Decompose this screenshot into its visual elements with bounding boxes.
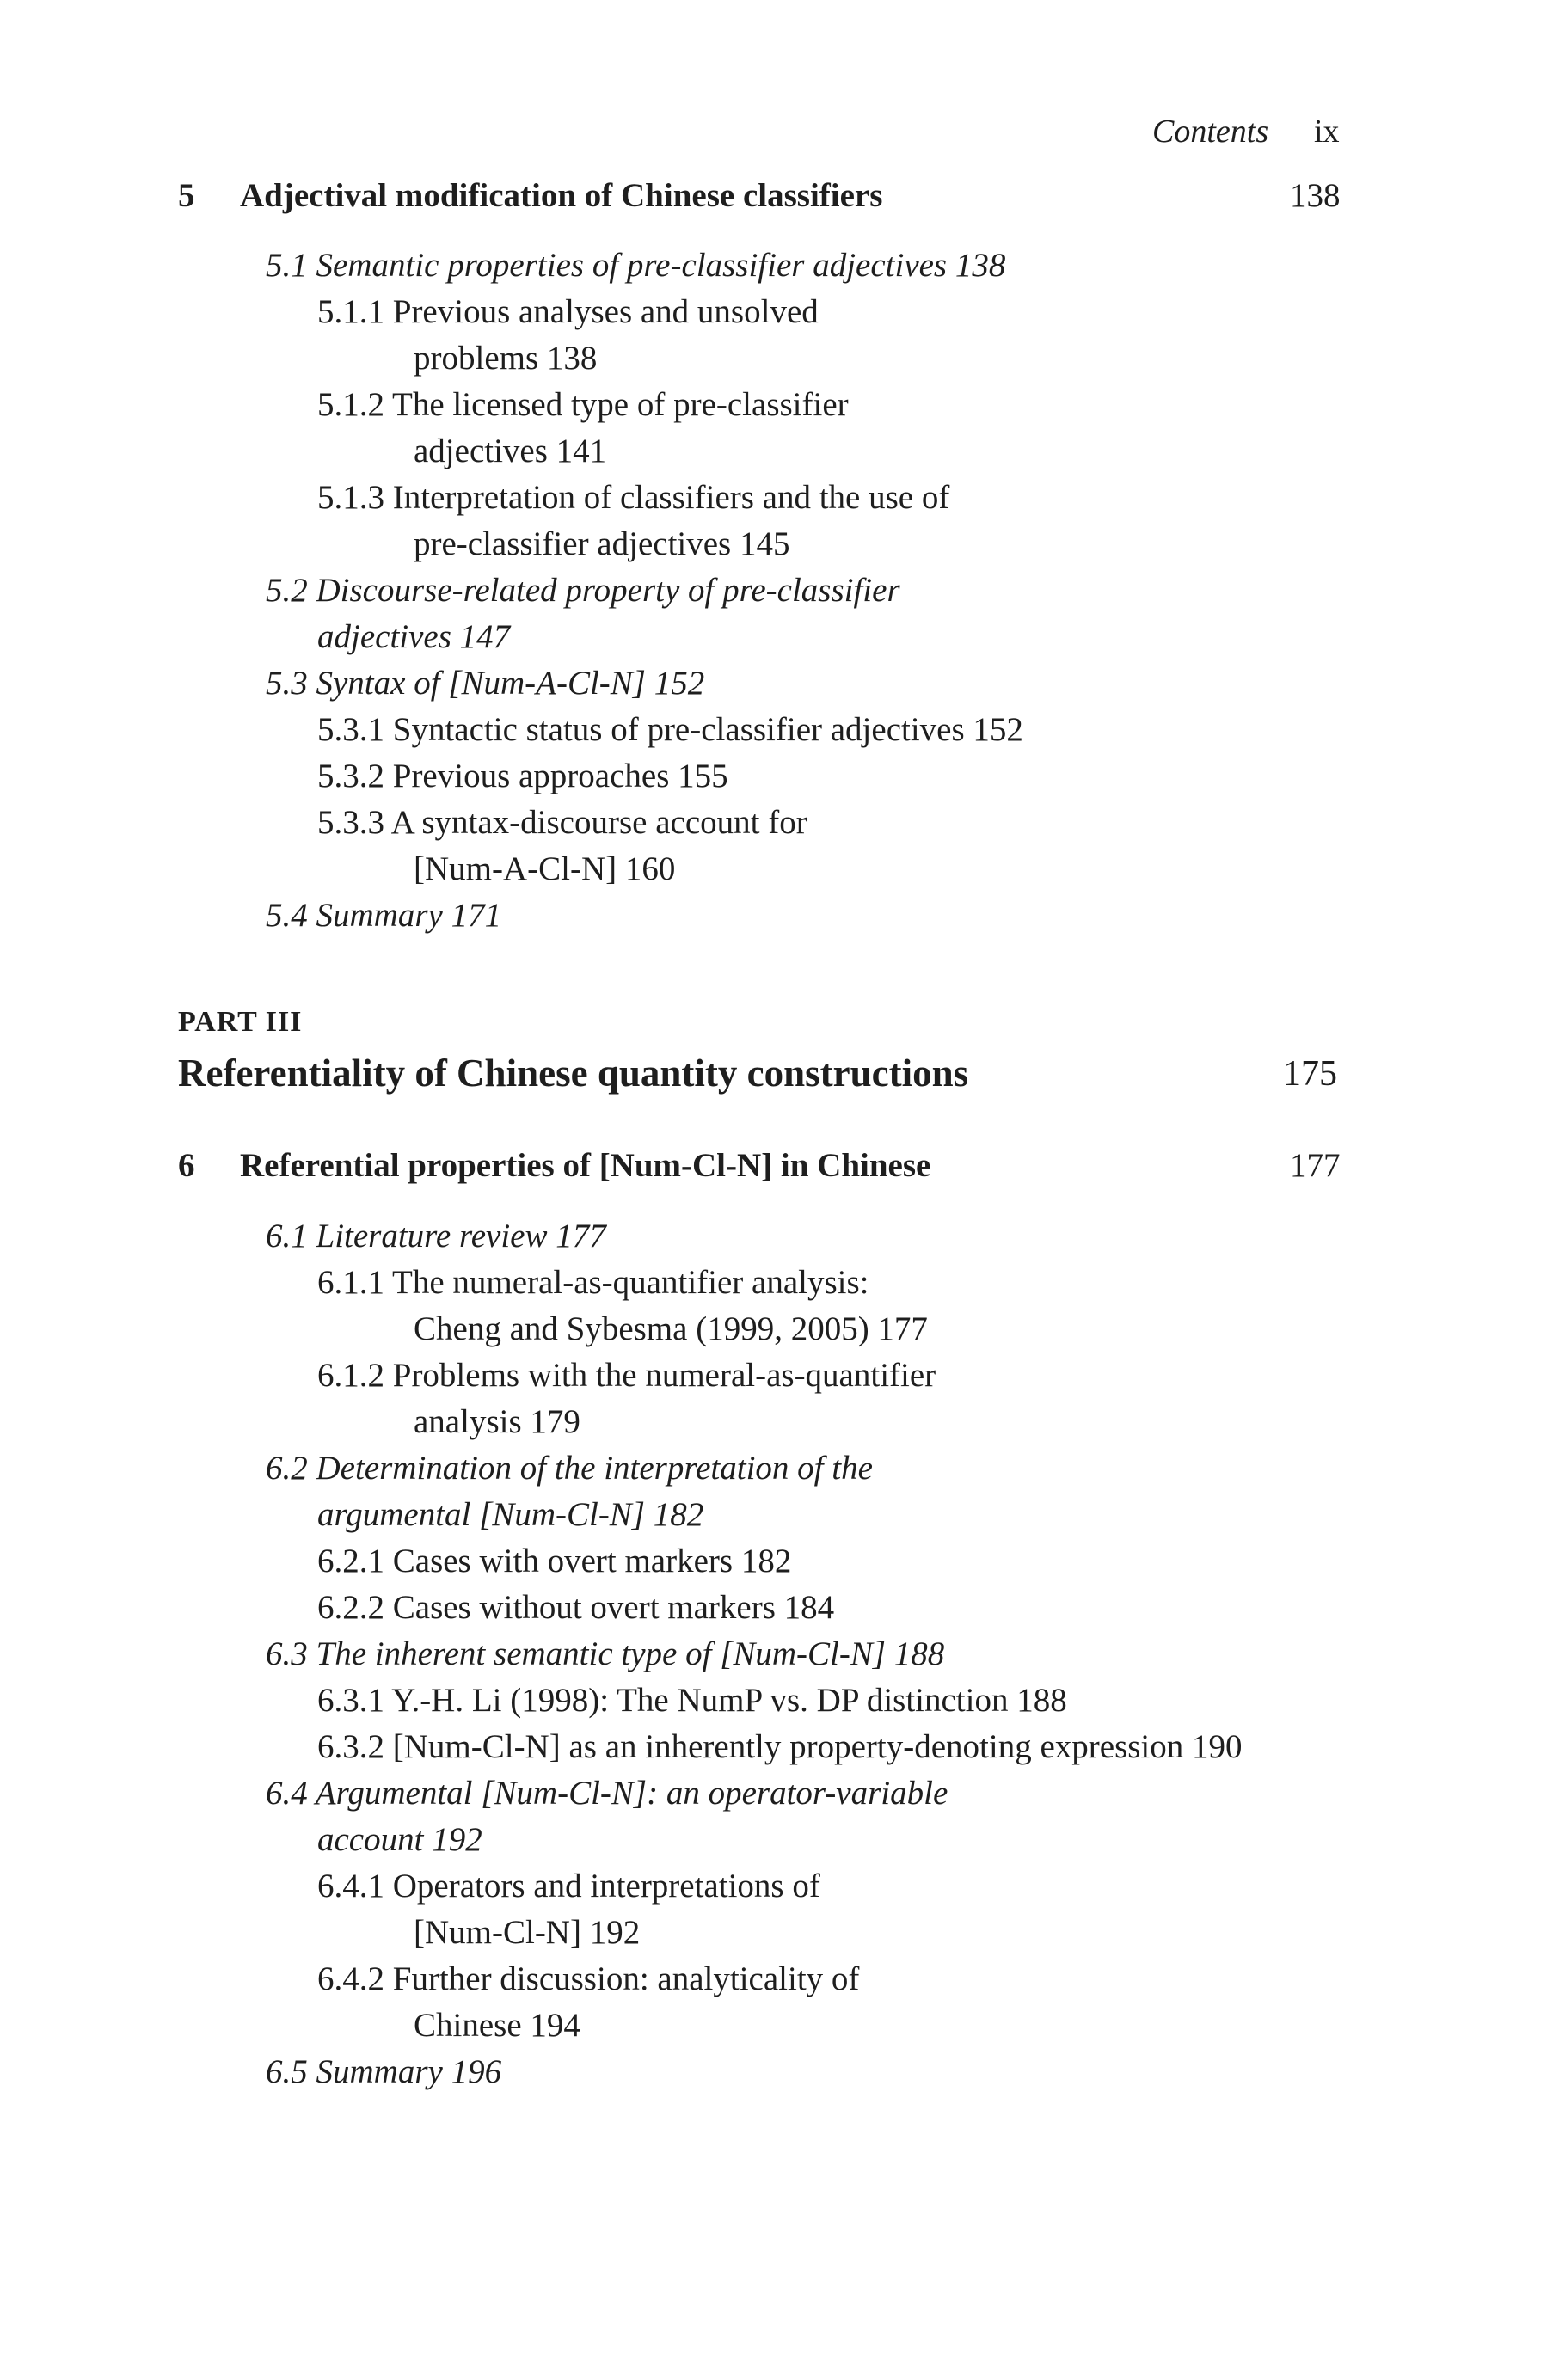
toc-entry-5-1-1: 5.1.1 Previous analyses and unsolved — [317, 293, 819, 330]
toc-entry-6-1-2-cont: analysis 179 — [414, 1403, 580, 1440]
chapter-5-page: 138 — [1290, 177, 1341, 214]
toc-entry-5-1-1-cont: problems 138 — [414, 340, 598, 377]
toc-entry-5-3-2: 5.3.2 Previous approaches 155 — [317, 758, 728, 794]
running-header-title: Contents — [1152, 113, 1269, 150]
chapter-6-page: 177 — [1290, 1147, 1341, 1184]
toc-entry-5-1-3: 5.1.3 Interpretation of classifiers and the use of — [317, 479, 950, 516]
toc-entry-6-2-2: 6.2.2 Cases without overt markers 184 — [317, 1589, 835, 1626]
toc-entry-5-3: 5.3 Syntax of [Num-A-Cl-N] 152 — [266, 665, 705, 702]
toc-entry-5-1-2-cont: adjectives 141 — [414, 432, 607, 469]
toc-entry-6-1: 6.1 Literature review 177 — [266, 1218, 606, 1254]
toc-entry-6-2: 6.2 Determination of the interpretation of the — [266, 1450, 873, 1487]
part-label: PART III — [178, 1006, 303, 1038]
toc-entry-5-3-3: 5.3.3 A syntax-discourse account for — [317, 804, 807, 841]
chapter-5-number: 5 — [178, 177, 195, 214]
toc-entry-6-2-1: 6.2.1 Cases with overt markers 182 — [317, 1543, 792, 1580]
toc-entry-6-4-1: 6.4.1 Operators and interpretations of — [317, 1868, 820, 1905]
toc-entry-5-3-1: 5.3.1 Syntactic status of pre-classifier adjectives 152 — [317, 711, 1023, 748]
toc-entry-5-2: 5.2 Discourse-related property of pre-classifier — [266, 572, 900, 609]
toc-entry-5-1: 5.1 Semantic properties of pre-classifier adjectives 138 — [266, 247, 1006, 284]
toc-entry-6-1-1: 6.1.1 The numeral-as-quantifier analysis: — [317, 1264, 869, 1301]
toc-entry-6-4-2: 6.4.2 Further discussion: analyticality of — [317, 1960, 860, 1997]
toc-entry-5-1-2: 5.1.2 The licensed type of pre-classifier — [317, 386, 849, 423]
toc-entry-6-2-cont: argumental [Num-Cl-N] 182 — [317, 1496, 704, 1533]
toc-entry-6-3-2: 6.3.2 [Num-Cl-N] as an inherently property-denoting expression 190 — [317, 1728, 1243, 1765]
toc-entry-5-1-3-cont: pre-classifier adjectives 145 — [414, 525, 790, 562]
toc-entry-6-1-1-cont: Cheng and Sybesma (1999, 2005) 177 — [414, 1310, 928, 1347]
toc-entry-5-4: 5.4 Summary 171 — [266, 897, 502, 934]
toc-entry-6-4-2-cont: Chinese 194 — [414, 2007, 580, 2044]
toc-entry-6-3-1: 6.3.1 Y.-H. Li (1998): The NumP vs. DP distinction 188 — [317, 1682, 1067, 1719]
part-title: Referentiality of Chinese quantity constructions — [178, 1052, 969, 1095]
chapter-5-title: Adjectival modification of Chinese classifiers — [240, 177, 883, 214]
toc-entry-6-1-2: 6.1.2 Problems with the numeral-as-quantifier — [317, 1357, 936, 1394]
toc-entry-5-2-cont: adjectives 147 — [317, 618, 511, 655]
part-page: 175 — [1283, 1054, 1337, 1094]
toc-entry-6-4-1-cont: [Num-Cl-N] 192 — [414, 1914, 641, 1951]
chapter-6-number: 6 — [178, 1147, 195, 1184]
page-number: ix — [1314, 113, 1340, 150]
toc-entry-5-3-3-cont: [Num-A-Cl-N] 160 — [414, 850, 676, 887]
chapter-6-title: Referential properties of [Num-Cl-N] in Chinese — [240, 1147, 931, 1184]
toc-entry-6-3: 6.3 The inherent semantic type of [Num-Cl-N] 188 — [266, 1635, 945, 1672]
toc-entry-6-4: 6.4 Argumental [Num-Cl-N]: an operator-variable — [266, 1775, 948, 1812]
toc-entry-6-5: 6.5 Summary 196 — [266, 2053, 502, 2090]
toc-entry-6-4-cont: account 192 — [317, 1821, 482, 1858]
